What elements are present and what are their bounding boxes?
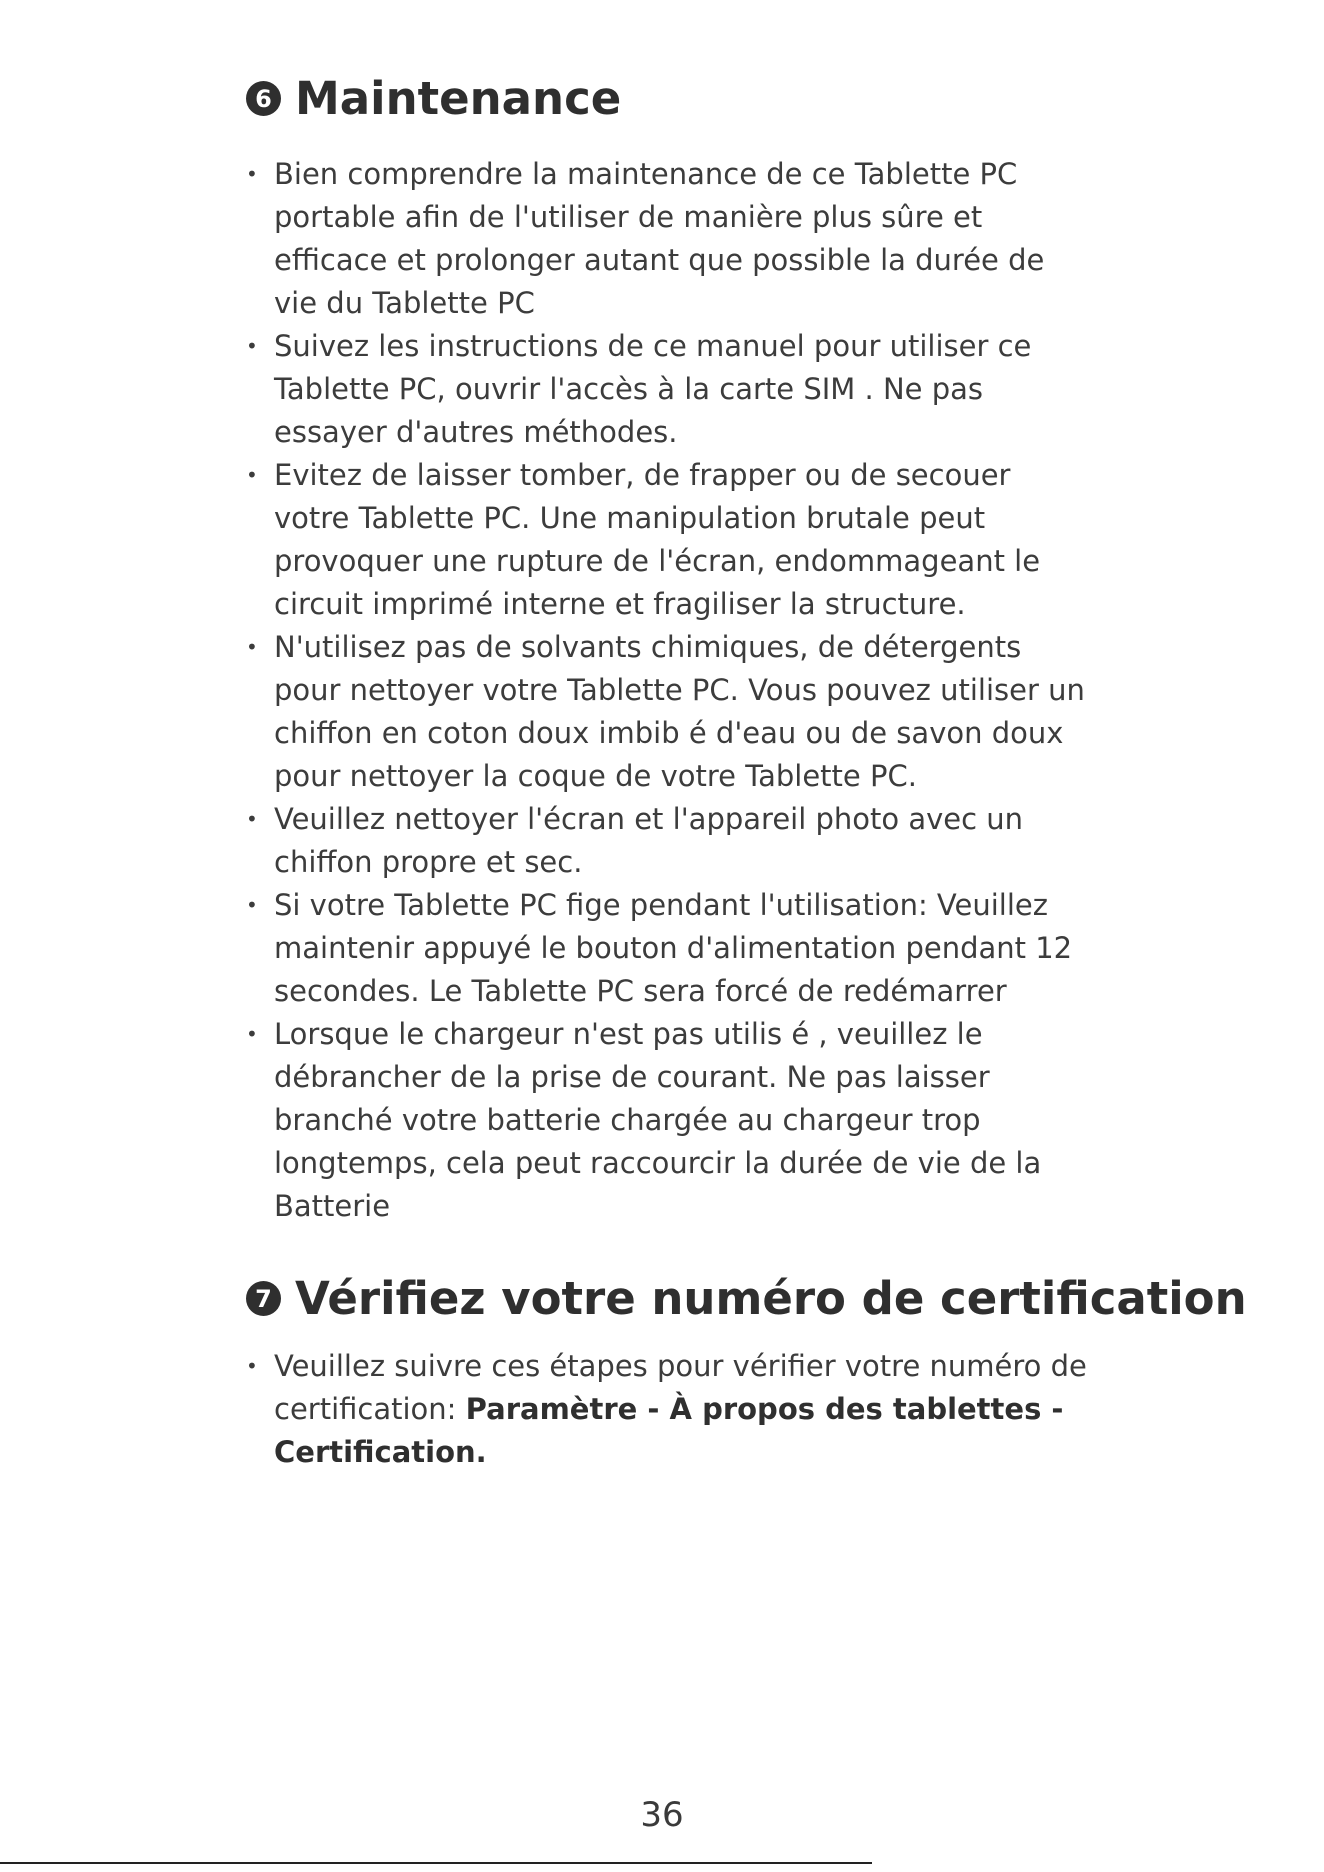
section-number-badge: 6 (246, 81, 281, 116)
certification-heading (246, 1272, 1247, 1325)
certification-list (246, 1345, 1092, 1474)
list-item: • Suivez les instructions de ce manuel pour utiliser ce Tablette PC, ouvrir l'accès à la carte SIM . Ne pas essayer d'autres méthodes. (246, 325, 1092, 454)
list-item (246, 1345, 1092, 1474)
maintenance-title: Maintenance (295, 72, 622, 125)
list-item: • Veuillez nettoyer l'écran et l'appareil photo avec un chiffon propre et sec. (246, 798, 1092, 884)
list-item: • Lorsque le chargeur n'est pas utilis é , veuillez le débrancher de la prise de courant. Ne pas laisser branché votre batterie chargée au chargeur trop longtemps, cela peut raccourcir la durée de vie de la Batterie (246, 1013, 1092, 1228)
maintenance-list (246, 153, 1092, 1228)
list-item: • Evitez de laisser tomber, de frapper ou de secouer votre Tablette PC. Une manipulation brutale peut provoquer une rupture de l'écran, endommageant le circuit imprimé interne et fragiliser la structure. (246, 454, 1092, 626)
list-item: • Bien comprendre la maintenance de ce Tablette PC portable afin de l'utiliser de manière plus sûre et efficace et prolonger autant que possible la durée de vie du Tablette PC (246, 153, 1092, 325)
page-number: 36 (640, 1795, 684, 1835)
maintenance-heading (246, 72, 621, 125)
certification-instruction: Veuillez suivre ces étapes pour vérifier votre numéro de certification: (274, 1349, 1087, 1426)
list-item: • N'utilisez pas de solvants chimiques, de détergents pour nettoyer votre Tablette PC. Vous pouvez utiliser un chiffon en coton doux imbib é d'eau ou de savon doux pour nettoyer la coque de votre Tablette PC. (246, 626, 1092, 798)
section-number-badge: 7 (246, 1281, 281, 1316)
list-item: • Si votre Tablette PC fige pendant l'utilisation: Veuillez maintenir appuyé le bouton d'alimentation pendant 12 secondes. Le Tablette PC sera forcé de redémarrer (246, 884, 1092, 1013)
certification-title: Vérifiez votre numéro de certification (295, 1272, 1247, 1325)
certification-settings-path: Paramètre - À propos des tablettes - Certification. (274, 1392, 1064, 1469)
bottom-divider (0, 1862, 872, 1864)
